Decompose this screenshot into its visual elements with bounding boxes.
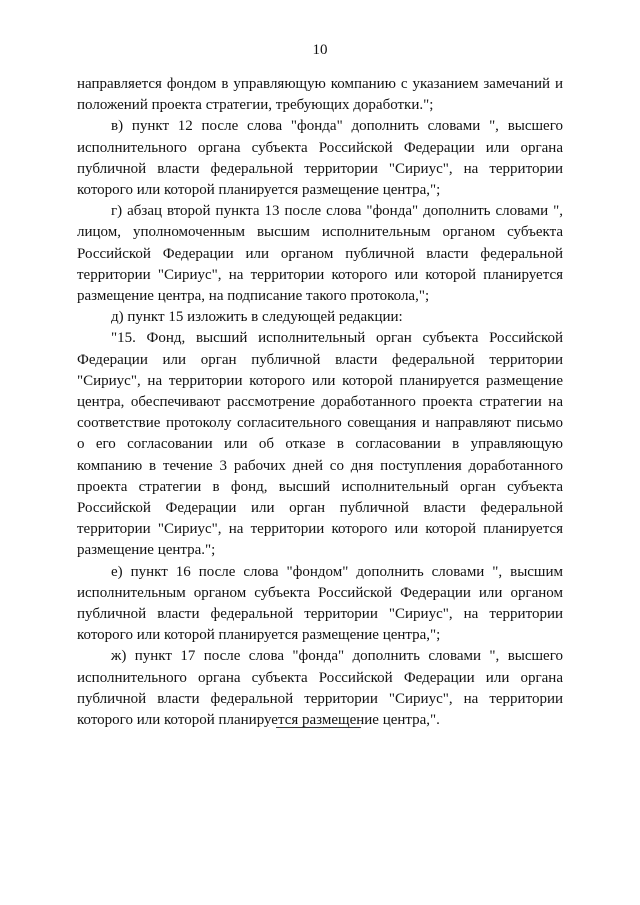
paragraph-item-zh: ж) пункт 17 после слова "фонда" дополнить словами ", высшего исполнительного органа субъекта Российской Федерации или органа публичной власти федеральной территории "Сириус", на территории которого или которой планируется размещение центра,". <box>77 648 563 729</box>
paragraph-item-g: г) абзац второй пункта 13 после слова "фонда" дополнить словами ", лицом, уполномоченным высшим исполнительным органом субъекта Российской Федерации или органом публичной власти федеральной территории "Сириус", на территории которого или которой планируется размещение центра, на подписание такого протокола,"; <box>77 203 563 305</box>
paragraph-item-e: е) пункт 16 после слова "фондом" дополнить словами ", высшим исполнительным органом субъекта Российской Федерации или органом публичной власти федеральной территории "Сириус", на территории которого или которой планируется размещение центра,"; <box>77 563 563 644</box>
paragraph-item-15-text: "15. Фонд, высший исполнительный орган субъекта Российской Федерации или орган публичной власти федеральной территории "Сириус", на территории которого или которой планируется размещение центра, обеспечивают рассмотрение доработанного проекта стратегии на соответствие протоколу согласительного совещания и направляют письмо о его согласовании или об отказе в согласовании в управляющую компанию в течение 3 рабочих дней со дня поступления доработанного проекта стратегии в фонд, высший исполнительный орган субъекта Российской Федерации или орган публичной власти федеральной территории "Сириус", на территории которого или которой планируется размещение центра."; <box>77 330 563 559</box>
paragraph-item-v: в) пункт 12 после слова "фонда" дополнить словами ", высшего исполнительного органа субъекта Российской Федерации или органа публичной власти федеральной территории "Сириус", на территории которого или которой планируется размещение центра,"; <box>77 118 563 199</box>
end-separator-line <box>276 727 361 728</box>
page-number: 10 <box>312 42 328 58</box>
paragraph-continuation: направляется фондом в управляющую компанию с указанием замечаний и положений проекта стратегии, требующих доработки."; <box>77 76 563 114</box>
document-body <box>77 74 563 731</box>
paragraph-item-d: д) пункт 15 изложить в следующей редакции: <box>111 309 403 326</box>
